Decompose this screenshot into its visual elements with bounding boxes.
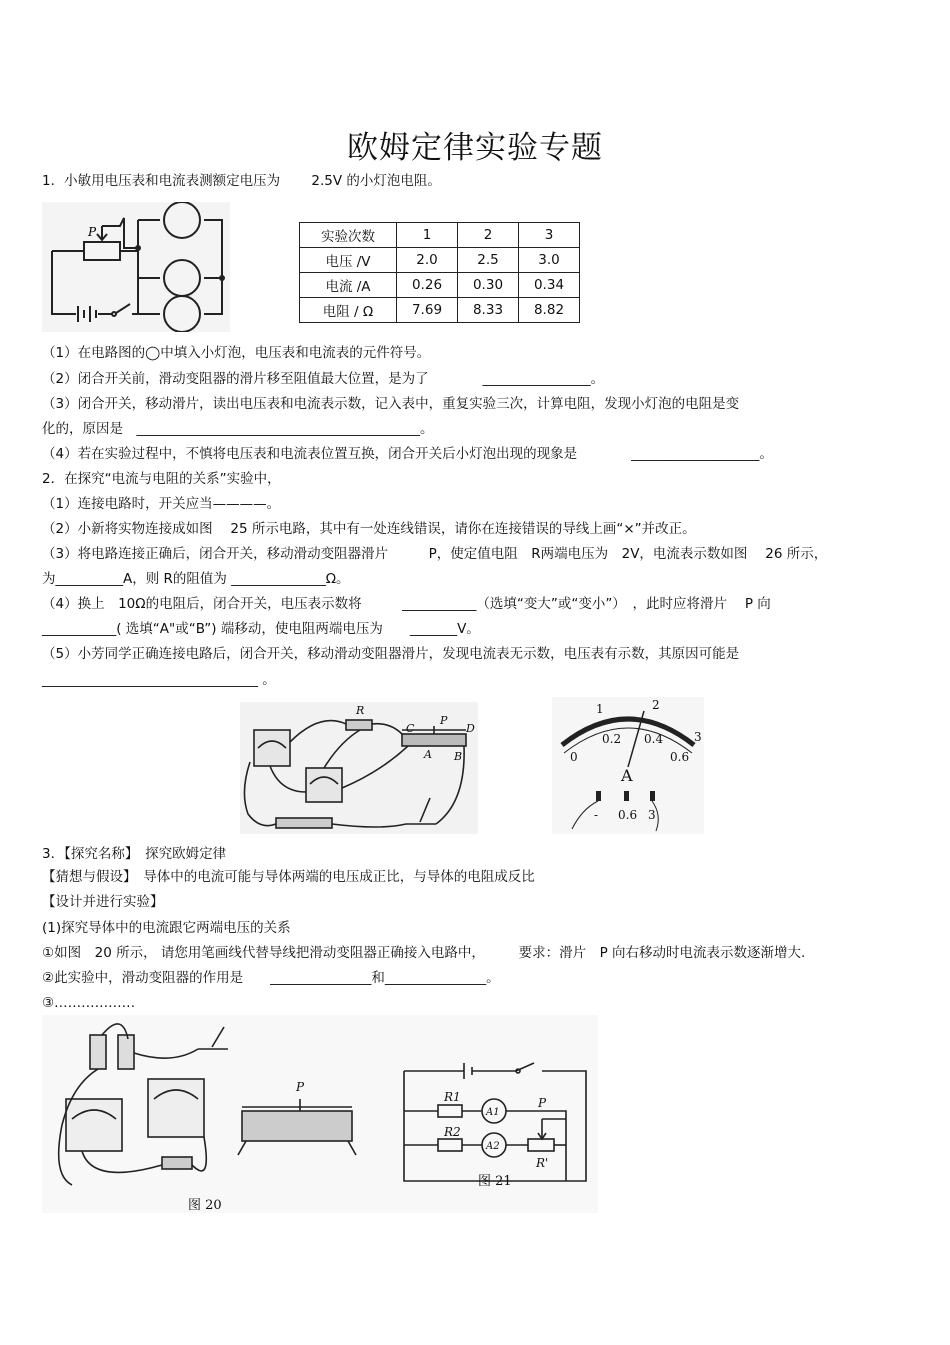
ammeter-top-3: 3 xyxy=(694,730,702,744)
figure-20-21 xyxy=(42,1015,598,1213)
q1-item-2: （2）闭合开关前，滑动变阻器的滑片移至阻值最大位置，是为了 ________________。 xyxy=(42,371,605,387)
rheostat-label-p: P xyxy=(88,225,97,239)
q1-item-3-cont: 化的，原因是 __________________________________________。 xyxy=(42,421,434,437)
q2-item-5: （5）小芳同学正确连接电路后，闭合开关，移动滑动变阻器滑片，发现电流表无示数，电压表有示数，其原因可能是 xyxy=(42,646,740,662)
ammeter-bottom-0-2: 0.2 xyxy=(602,732,622,746)
q3-item-4: (1)探究导体中的电流跟它两端电压的关系 xyxy=(42,920,291,936)
fig20-label-p: P xyxy=(296,1080,305,1094)
ammeter-bottom-0-4: 0.4 xyxy=(644,732,664,746)
table-row: 电压 /V 2.0 2.5 3.0 xyxy=(300,248,580,273)
ammeter-unit: A xyxy=(621,766,633,785)
q2-item-5-cont: ________________________________ 。 xyxy=(42,672,276,688)
fig21-label-r1: R1 xyxy=(444,1090,461,1104)
ammeter-terminal-0-6: 0.6 xyxy=(618,808,638,822)
q1-data-table xyxy=(299,222,580,323)
q1-item-4: （4）若在实验过程中，不慎将电压表和电流表位置互换，闭合开关后小灯泡出现的现象是 ___________________。 xyxy=(42,446,773,462)
fig21-caption: 图 21 xyxy=(478,1174,512,1189)
q2-item-3: （3）将电路连接正确后，闭合开关，移动滑动变阻器滑片 P，使定值电阻 R两端电压为 2V，电流表示数如图 26 所示， xyxy=(42,546,828,562)
q1-item-1: （1）在电路图的◯中填入小灯泡，电压表和电流表的元件符号。 xyxy=(42,345,431,361)
q2-item-2: （2）小新将实物连接成如图 25 所示电路，其中有一处连线错误，请你在连接错误的导线上画“×”并改正。 xyxy=(42,521,696,537)
ammeter-bottom-0: 0 xyxy=(570,750,578,764)
figure-26-ammeter-dial xyxy=(552,697,704,834)
fig25-label-a: A xyxy=(424,748,432,761)
q1-intro: 1．小敏用电压表和电流表测额定电压为 2.5V 的小灯泡电阻。 xyxy=(42,173,441,189)
q3-item-1: 3．【探究名称】 探究欧姆定律 xyxy=(42,846,227,862)
figure-25-physical-circuit xyxy=(240,702,478,834)
q1-circuit-diagram xyxy=(42,202,230,332)
table-row: 电阻 / Ω 7.69 8.33 8.82 xyxy=(300,298,580,323)
fig21-label-r2: R2 xyxy=(444,1125,461,1139)
q2-intro: 2．在探究“电流与电阻的关系”实验中， xyxy=(42,471,281,487)
ammeter-terminal-neg: - xyxy=(594,808,599,822)
fig25-label-p: P xyxy=(440,714,448,727)
fig25-label-b: B xyxy=(454,750,463,763)
fig20-caption: 图 20 xyxy=(188,1198,222,1213)
table-row: 电流 /A 0.26 0.30 0.34 xyxy=(300,273,580,298)
ammeter-terminal-3: 3 xyxy=(648,808,656,822)
fig25-label-r: R xyxy=(356,704,365,717)
ammeter-top-2: 2 xyxy=(652,698,660,712)
q3-item-7: ③……………… xyxy=(42,995,136,1011)
table-row: 实验次数 1 2 3 xyxy=(300,223,580,248)
ammeter-bottom-0-6: 0.6 xyxy=(670,750,690,764)
fig21-label-a1: A1 xyxy=(486,1107,500,1118)
fig21-label-p: P xyxy=(538,1096,547,1110)
fig21-label-a2: A2 xyxy=(486,1141,500,1152)
q1-item-3: （3）闭合开关，移动滑片，读出电压表和电流表示数，记入表中，重复实验三次，计算电阻，发现小灯泡的电阻是变 xyxy=(42,396,740,412)
page-title: 欧姆定律实验专题 xyxy=(347,130,603,166)
ammeter-top-1: 1 xyxy=(596,702,604,716)
fig25-label-d: D xyxy=(466,722,475,735)
q3-item-6: ②此实验中，滑动变阻器的作用是 _______________和_______________。 xyxy=(42,970,500,986)
q3-item-3: 【设计并进行实验】 xyxy=(42,894,164,910)
q2-item-4: （4）换上 10Ω的电阻后，闭合开关，电压表示数将 ___________（选填“变大”或“变小”） ，此时应将滑片 P 向 xyxy=(42,596,771,612)
q3-item-5: ①如图 20 所示， 请您用笔画线代替导线把滑动变阻器正确接入电路中， 要求：滑片 P 向右移动时电流表示数逐渐增大. xyxy=(42,945,806,961)
q2-item-4-cont: ___________( 选填“A"或“B”) 端移动，使电阻两端电压为 _______V。 xyxy=(42,621,480,637)
q3-item-2: 【猜想与假设】 导体中的电流可能与导体两端的电压成正比，与导体的电阻成反比 xyxy=(42,869,535,885)
q2-item-3-cont: 为__________A，则 R的阻值为 ______________Ω。 xyxy=(42,571,350,587)
fig21-label-r-prime: R' xyxy=(536,1156,549,1170)
fig25-label-c: C xyxy=(406,722,415,735)
q2-item-1: （1）连接电路时，开关应当————。 xyxy=(42,496,281,512)
